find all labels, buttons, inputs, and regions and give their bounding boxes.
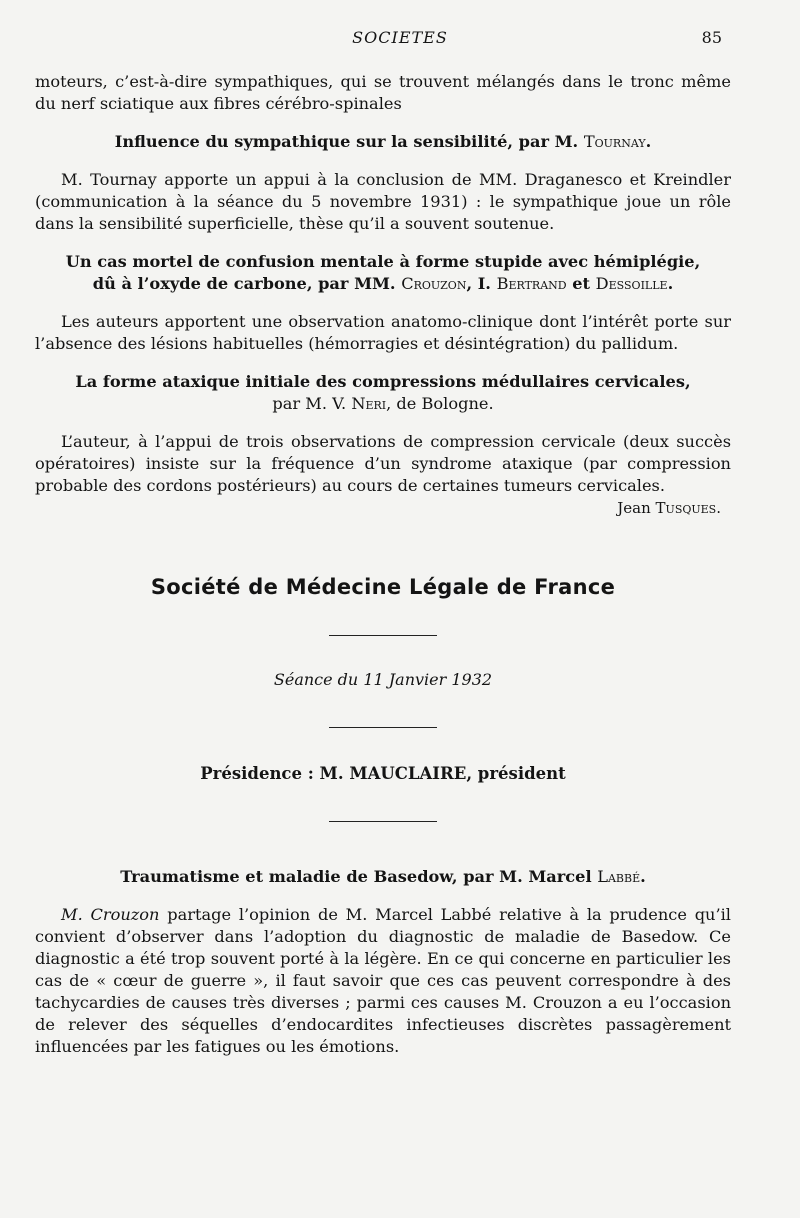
running-title: SOCIETES bbox=[352, 28, 448, 47]
author-name: Tournay bbox=[583, 132, 646, 151]
author-name: Labbé bbox=[597, 867, 641, 886]
paragraph-compression: L’auteur, à l’appui de trois observations de compression cervicale (deux succès opératoires) insiste sur la fréquence d’un syndrome ataxique (par compression probable des cordons postérieurs) au cours de certaines tumeurs cervicales. bbox=[35, 432, 731, 495]
section-title-basedow: Traumatisme et maladie de Basedow, par M. Marcel Labbé. bbox=[120, 867, 646, 886]
section-title-ataxique: La forme ataxique initiale des compressions médullaires cervicales, par M. V. Neri, de Bologne. bbox=[75, 372, 691, 413]
author-name: Crouzon bbox=[401, 274, 467, 293]
intro-paragraph: moteurs, c’est-à-dire sympathiques, qui se trouvent mélangés dans le tronc même du nerf sciatique aux fibres cérébro-spinales bbox=[35, 72, 731, 113]
author-name: Neri bbox=[351, 394, 387, 413]
paragraph-tournay: M. Tournay apporte un appui à la conclusion de MM. Draganesco et Kreindler (communication à la séance du 5 novembre 1931) : le sympathique joue un rôle dans la sensibilité superficielle, thèse qu’il a souvent soutenue. bbox=[35, 170, 731, 233]
page-content bbox=[35, 71, 731, 1058]
page-number: 85 bbox=[701, 28, 722, 47]
section-title-confusion: Un cas mortel de confusion mentale à forme stupide avec hémiplégie, dû à l’oxyde de carbone, par MM. Crouzon, I. Bertrand et Dessoille. bbox=[65, 252, 701, 293]
seance-date: Séance du 11 Janvier 1932 bbox=[273, 670, 493, 689]
presidence-line: Présidence : M. MAUCLAIRE, président bbox=[200, 764, 566, 783]
signature: Jean Tusques. bbox=[617, 499, 721, 517]
speaker-name: M. Crouzon bbox=[61, 905, 160, 924]
author-name: Dessoille bbox=[595, 274, 668, 293]
paragraph-auteurs: Les auteurs apportent une observation anatomo-clinique dont l’intérêt porte sur l’absence des lésions habituelles (hémorragies et désintégration) du pallidum. bbox=[35, 312, 731, 353]
paragraph-crouzon: M. Crouzon partage l’opinion de M. Marcel Labbé relative à la prudence qu’il convient d’observer dans l’adoption du diagnostic de maladie de Basedow. Ce diagnostic a été trop souvent porté à la légère. En ce qui concerne en particulier les cas de « cœur de guerre », il faut savoir que ces cas peuvent correspondre à des tachycardies de causes très diverses ; parmi ces causes M. Crouzon a eu l’occasion de relever des séquelles d’endocardites infectieuses discrètes passagèrement influencées par les fatigues ou les émotions. bbox=[35, 905, 731, 1056]
author-name: Bertrand bbox=[496, 274, 567, 293]
society-title: Société de Médecine Légale de France bbox=[150, 575, 616, 599]
page-header bbox=[0, 28, 800, 52]
section-title-sympathique: Influence du sympathique sur la sensibilité, par M. Tournay. bbox=[114, 132, 652, 151]
